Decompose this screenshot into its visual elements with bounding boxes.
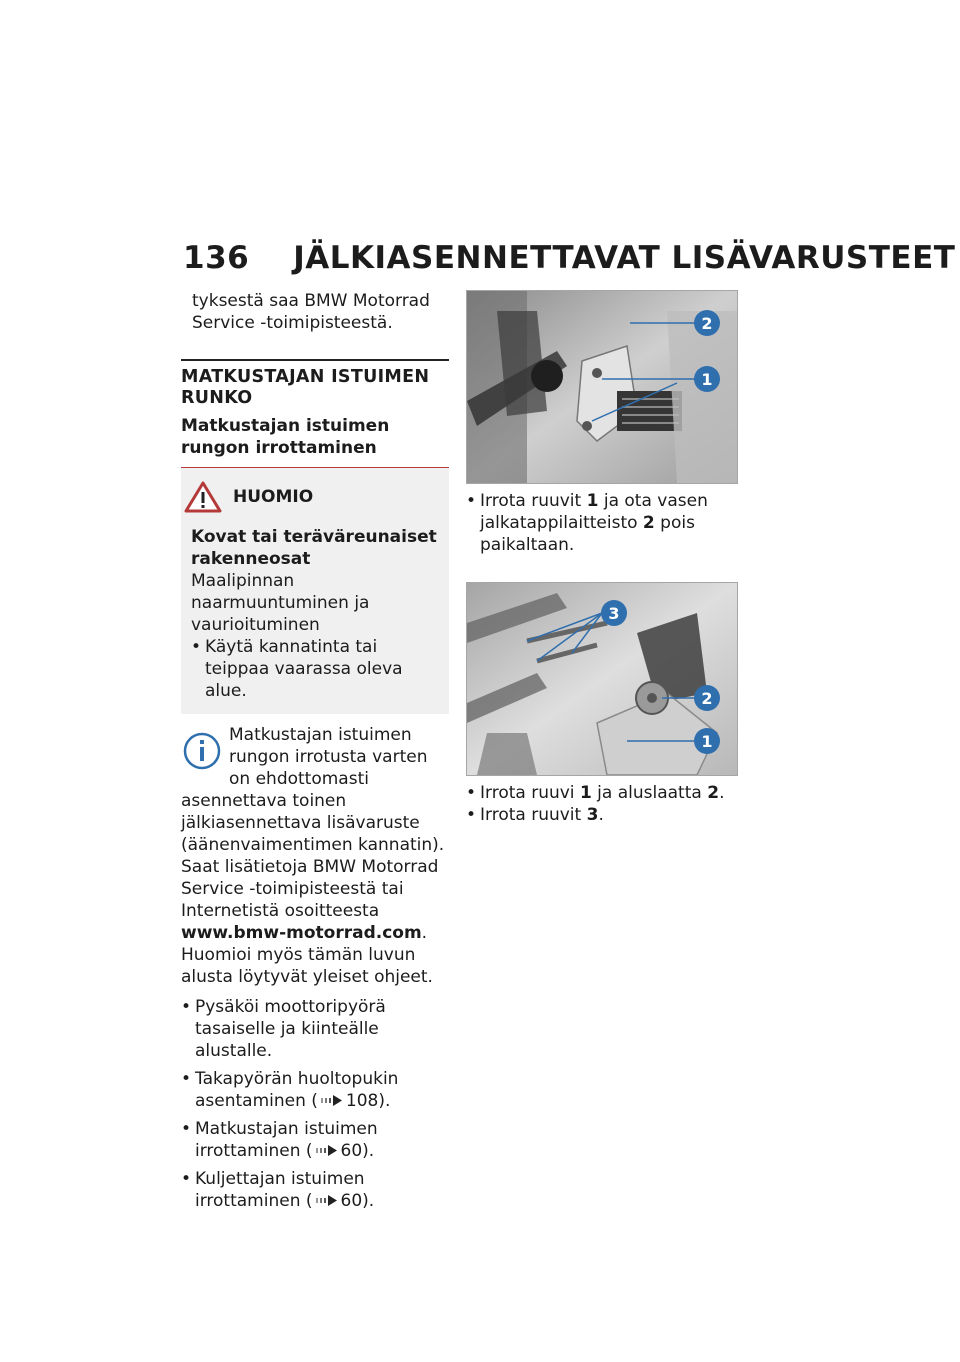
warning-label: HUOMIO — [233, 487, 314, 507]
page-reference-arrow-icon — [320, 1093, 344, 1107]
warning-header — [183, 480, 439, 514]
warning-text: Maalipinnan naarmuuntuminen ja vaurioituminen — [191, 571, 370, 635]
list-item: • Pysäköi moottoripyörä tasaiselle ja kiinteälle alustalle. — [181, 996, 449, 1062]
warning-bullet-text: Käytä kannatinta tai teippaa vaarassa oleva alue. — [205, 637, 403, 701]
intro-line-2: Service -toimipisteestä. — [192, 313, 393, 333]
right-column — [466, 290, 740, 826]
info-note: Matkustajan istuimen rungon irrotusta varten on ehdottomasti asennettava toinen jälkiasennettava lisävaruste (äänenvaimentimen kannatin). Saat lisätietoja BMW Motorrad Service -toimipisteestä tai Internetistä osoitteesta www.bmw-motorrad.com. Huomioi myös tämän luvun alusta löytyvät yleiset ohjeet. — [181, 724, 449, 988]
list-item: • Matkustajan istuimen irrottaminen ( 60). — [181, 1119, 378, 1161]
step-text: Kuljettajan istuimen irrottaminen ( — [195, 1169, 365, 1211]
warning-triangle-icon — [183, 480, 223, 514]
step-list — [466, 782, 740, 826]
page-header — [183, 240, 955, 276]
callout-number: 2 — [701, 314, 713, 333]
callout-number: 1 — [701, 732, 713, 751]
warning-box — [181, 468, 449, 714]
list-item: • Kuljettajan istuimen irrottaminen ( 60). — [181, 1169, 375, 1211]
callout-number: 2 — [701, 689, 713, 708]
warning-heading: Kovat tai teräväreunaiset rakenneosat — [191, 527, 437, 569]
list-item: • Irrota ruuvi 1 ja aluslaatta 2. — [466, 783, 725, 803]
page-reference[interactable]: 60 — [340, 1191, 363, 1211]
footrest-photo — [466, 290, 738, 484]
list-item: • Irrota ruuvit 3. — [466, 805, 604, 825]
chapter-title: JÄLKIASENNETTAVAT LISÄVARUSTEET — [293, 240, 956, 276]
step-list — [466, 490, 740, 556]
left-column — [181, 290, 449, 1212]
list-item: • Takapyörän huoltopukin asentaminen ( 108). — [181, 1069, 399, 1111]
page-reference[interactable]: 108 — [345, 1091, 379, 1111]
page-reference[interactable]: 60 — [340, 1141, 363, 1161]
subsection-title: Matkustajan istuimen rungon irrottaminen — [181, 416, 390, 458]
info-text: Matkustajan istuimen rungon irrotusta varten on ehdottomasti asennettava toinen jälkiasennettava lisävaruste (äänenvaimentimen kannatin). Saat lisätietoja BMW Motorrad Service -toimipisteestä tai Internetistä osoitteesta — [181, 725, 445, 921]
step-text: Pysäköi moottoripyörä tasaiselle ja kiinteälle alustalle. — [195, 997, 386, 1061]
step-text: Takapyörän huoltopukin asentaminen ( — [195, 1069, 399, 1111]
general-note: Huomioi myös tämän luvun alusta löytyvät yleiset ohjeet. — [181, 945, 433, 987]
intro-line-1: tyksestä saa BMW Motorrad — [192, 291, 430, 311]
section-rule — [181, 359, 449, 361]
callout-number: 1 — [701, 370, 713, 389]
step-list — [181, 996, 449, 1212]
info-icon — [181, 730, 223, 772]
warning-bullet: • Käytä kannatinta tai teippaa vaarassa oleva alue. — [185, 636, 439, 702]
page-reference-arrow-icon — [315, 1193, 339, 1207]
step-text: Matkustajan istuimen irrottaminen ( — [195, 1119, 378, 1161]
page-number: 136 — [183, 240, 250, 276]
list-item: • Irrota ruuvit 1 ja ota vasen jalkatappilaitteisto 2 pois paikaltaan. — [466, 491, 708, 555]
section-title: MATKUSTAJAN ISTUIMEN RUNKO — [181, 367, 430, 408]
callout-number: 3 — [608, 604, 620, 623]
page-reference-arrow-icon — [315, 1143, 339, 1157]
website-link[interactable]: www.bmw-motorrad.com — [181, 923, 422, 943]
seat-frame-photo — [466, 582, 738, 776]
